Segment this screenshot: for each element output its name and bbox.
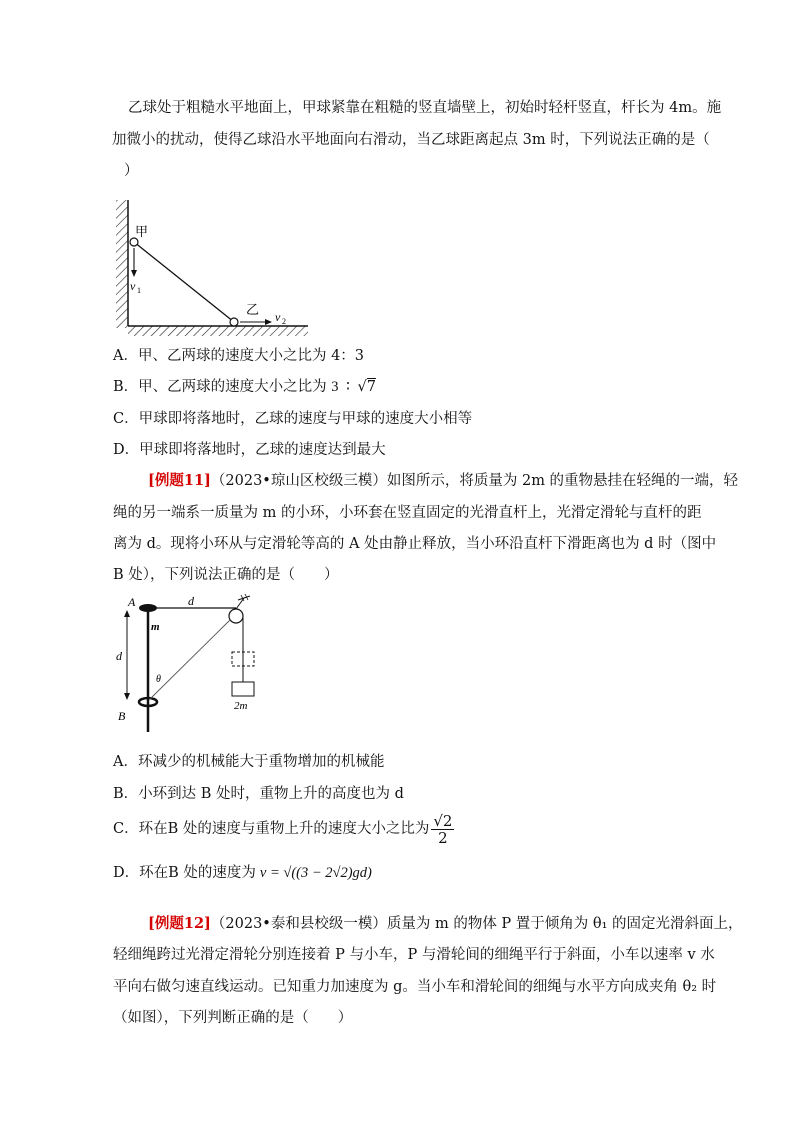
d-arrow-down: [124, 693, 130, 700]
label-jia: 甲: [135, 224, 149, 239]
option-b-ratio-sep: ∶: [346, 379, 350, 395]
example12-line-1-text: （2023•泰和县校级一模）质量为 m 的物体 P 置于倾角为 θ₁ 的固定光滑斜面上，: [210, 916, 743, 932]
example12-line-2: 轻细绳跨过光滑定滑轮分别连接着 P 与小车，P 与滑轮间的细绳平行于斜面，小车以速率 v 水: [113, 947, 715, 963]
example12-line-3: 平向右做匀速直线运动。已知重力加速度为 g。当小车和滑轮间的细绳与水平方向成夹角 θ₂ 时: [113, 979, 717, 995]
example11-line-4: B 处），下列说法正确的是（ ）: [113, 567, 339, 583]
label-b: B: [118, 709, 126, 723]
option-d: D．甲球即将落地时，乙球的速度达到最大: [113, 442, 386, 458]
problem-text-line-2: 加微小的扰动，使得乙球沿水平地面向右滑动，当乙球距离起点 3m 时，下列说法正确的是（: [112, 132, 710, 148]
ex11-option-a: A．环减少的机械能大于重物增加的机械能: [113, 754, 385, 770]
ball-yi: [230, 318, 238, 326]
ex11-option-b: B．小环到达 B 处时，重物上升的高度也为 d: [113, 786, 404, 802]
label-v1-sub: 1: [137, 286, 141, 295]
label-d-left: d: [116, 649, 122, 663]
ring-at-a: [139, 604, 157, 612]
ex11-option-d: [113, 862, 372, 884]
example11-line-1: [148, 470, 738, 492]
floor-hatch: [128, 326, 308, 336]
d-arrow-up: [124, 610, 130, 617]
label-theta: θ: [156, 674, 161, 685]
ball-jia: [130, 238, 138, 246]
option-a: A．甲、乙两球的速度大小之比为 4：3: [113, 348, 365, 364]
option-c: C．甲球即将落地时，乙球的速度与甲球的速度大小相等: [113, 411, 473, 427]
example11-line-3: 离为 d。现将小环从与定滑轮等高的 A 处由静止释放，当小环沿直杆下滑距离也为 d 时（图中: [113, 536, 717, 552]
ex11-option-c-num: √2: [433, 811, 453, 830]
ex11-option-d-prefix: D．环在B 处的速度为: [113, 865, 256, 881]
label-yi: 乙: [246, 302, 260, 317]
label-v2-sub: 2: [282, 317, 286, 326]
option-b-prefix: B．甲、乙两球的速度大小之比为: [113, 379, 327, 395]
problem-text-line-1: 乙球处于粗糙水平地面上，甲球紧靠在粗糙的竖直墙壁上，初始时轻杆竖直，杆长为 4m。施: [128, 100, 722, 116]
label-d-top: d: [188, 594, 194, 608]
weight-2m: [232, 682, 254, 696]
problem-text-line-3: ）: [124, 163, 139, 179]
rod-wall-figure: [110, 190, 310, 340]
label-m: m: [151, 621, 160, 633]
ex11-option-c: [113, 812, 454, 846]
pulley-ring-figure: [110, 592, 280, 737]
example12-line-4: （如图），下列判断正确的是（ ）: [113, 1010, 353, 1026]
label-v1: v: [130, 279, 136, 293]
option-b-ratio-right: 7: [366, 379, 376, 395]
v2-arrowhead: [265, 319, 272, 325]
ex11-option-d-formula: v = √((3 − 2√2)gd): [259, 865, 372, 881]
rope-diagonal: [150, 620, 230, 699]
example11-line-2: 绳的另一端系一质量为 m 的小环，小环套在竖直固定的光滑直杆上，光滑定滑轮与直杆的距: [113, 505, 702, 521]
example12-line-1: [148, 913, 743, 935]
example11-line-1-text: （2023•琼山区校级三模）如图所示，将质量为 2m 的重物悬挂在轻绳的一端，轻: [210, 473, 739, 489]
example11-tag: [例题11]: [148, 472, 211, 489]
wall-hatch: [116, 200, 128, 328]
label-a: A: [128, 595, 136, 609]
label-v2: v: [275, 310, 281, 324]
option-b: [113, 376, 376, 398]
ex11-option-c-prefix: C．环在B 处的速度与重物上升的速度大小之比为: [113, 821, 430, 837]
pulley: [229, 609, 243, 623]
ceiling-mark: [238, 596, 250, 600]
v1-arrowhead: [131, 270, 137, 277]
example12-tag: [例题12]: [148, 915, 211, 932]
option-b-ratio-left: 3: [331, 379, 339, 395]
light-rod: [134, 242, 234, 322]
ex11-option-c-den: 2: [438, 828, 448, 847]
option-b-sqrt-sign: √: [357, 379, 367, 395]
label-2m: 2m: [234, 700, 248, 712]
ex11-option-c-fraction: [431, 813, 454, 846]
